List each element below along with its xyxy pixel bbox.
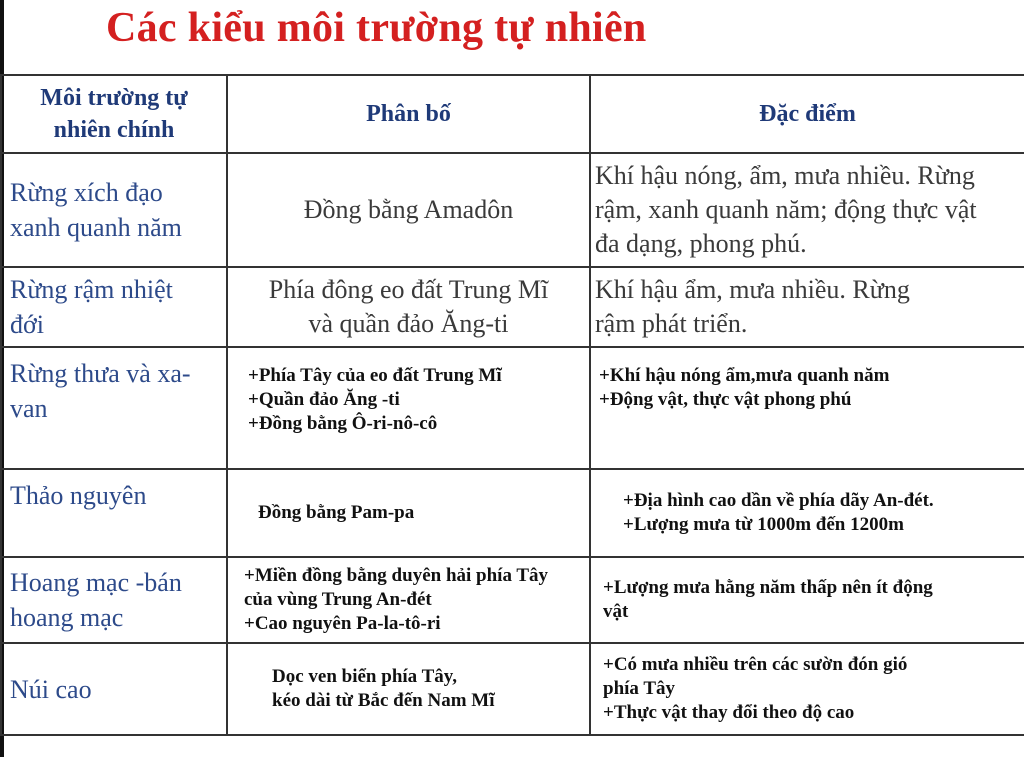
distribution-cell: Phía đông eo đất Trung Mĩ và quần đảo Ăng-ti [227, 267, 590, 347]
environment-cell: Hoang mạc -bán hoang mạc [1, 557, 227, 643]
environment-cell: Rừng rậm nhiệt đới [1, 267, 227, 347]
table-row [1, 347, 1024, 469]
environment-cell: Thảo nguyên [1, 469, 227, 557]
header-row [1, 75, 1024, 153]
features-cell: Khí hậu ẩm, mưa nhiều. Rừng rậm phát triển. [590, 267, 1024, 347]
table-row [1, 469, 1024, 557]
features-cell: +Khí hậu nóng ẩm,mưa quanh năm +Động vật, thực vật phong phú [590, 347, 1024, 469]
features-cell: +Có mưa nhiều trên các sườn đón gió phía Tây +Thực vật thay đổi theo độ cao [590, 643, 1024, 735]
distribution-cell: +Phía Tây của eo đất Trung Mĩ +Quần đảo Ăng -ti +Đồng bằng Ô-ri-nô-cô [227, 347, 590, 469]
table-row [1, 153, 1024, 267]
table-row [1, 643, 1024, 735]
features-cell: +Địa hình cao dần về phía dãy An-đét. +Lượng mưa từ 1000m đến 1200m [590, 469, 1024, 557]
features-cell: Khí hậu nóng, ẩm, mưa nhiều. Rừng rậm, xanh quanh năm; động thực vật đa dạng, phong phú. [590, 153, 1024, 267]
environment-cell: Núi cao [1, 643, 227, 735]
page-title: Các kiểu môi trường tự nhiên [106, 5, 647, 51]
environment-table [0, 74, 1024, 736]
environment-cell: Rừng xích đạo xanh quanh năm [1, 153, 227, 267]
header-features: Đặc điểm [590, 75, 1024, 153]
header-distribution: Phân bố [227, 75, 590, 153]
distribution-cell: Dọc ven biển phía Tây, kéo dài từ Bắc đến Nam Mĩ [227, 643, 590, 735]
distribution-cell: +Miền đồng bằng duyên hải phía Tây của vùng Trung An-đét +Cao nguyên Pa-la-tô-ri [227, 557, 590, 643]
features-cell: +Lượng mưa hằng năm thấp nên ít động vật [590, 557, 1024, 643]
table-row [1, 557, 1024, 643]
distribution-cell: Đồng bằng Amadôn [227, 153, 590, 267]
header-environment: Môi trường tự nhiên chính [1, 75, 227, 153]
distribution-cell: Đồng bằng Pam-pa [227, 469, 590, 557]
environment-cell: Rừng thưa và xa- van [1, 347, 227, 469]
table-row [1, 267, 1024, 347]
